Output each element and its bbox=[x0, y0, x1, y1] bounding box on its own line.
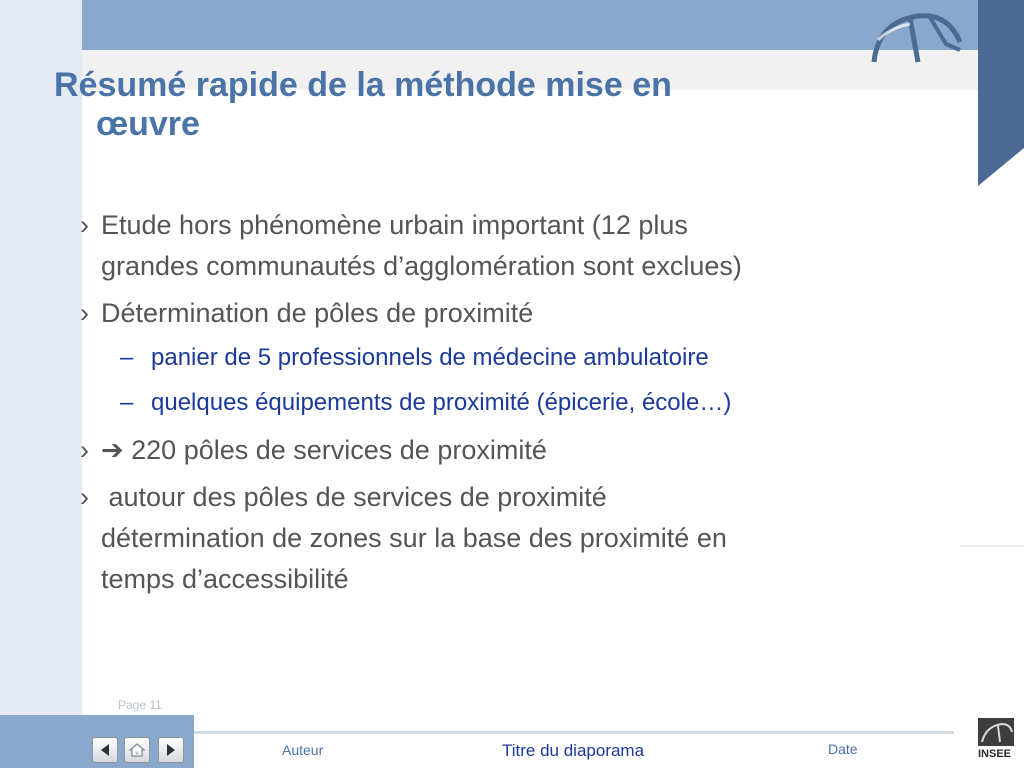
home-button[interactable] bbox=[124, 737, 150, 763]
bullet-marker: › bbox=[80, 482, 89, 512]
sub-bullet-line: quelques équipements de proximité (épicerie, école…) bbox=[151, 389, 732, 416]
bullet-item bbox=[78, 430, 958, 471]
sub-bullet-item bbox=[78, 340, 958, 375]
bullet-line: grandes communautés d’agglomération sont exclues) bbox=[101, 251, 742, 281]
sub-bullet-marker: – bbox=[120, 344, 134, 371]
next-slide-button[interactable] bbox=[158, 737, 184, 763]
bullet-marker: › bbox=[80, 435, 89, 465]
bullet-list bbox=[78, 205, 958, 606]
slide-title bbox=[54, 66, 814, 144]
footer-presentation-title: Titre du diaporama bbox=[502, 741, 645, 760]
page-number: Page 11 bbox=[118, 698, 162, 712]
slide-title-line2: œuvre bbox=[96, 105, 200, 143]
home-icon bbox=[128, 742, 146, 758]
bullet-line: détermination de zones sur la base des proximité en bbox=[101, 523, 727, 553]
right-arrow-icon: ➔ bbox=[101, 435, 124, 465]
bullet-line: temps d’accessibilité bbox=[101, 564, 349, 594]
footer-date: Date bbox=[828, 741, 858, 757]
bullet-line: autour des pôles de services de proximité bbox=[101, 482, 607, 512]
bullet-line: Détermination de pôles de proximité bbox=[101, 298, 534, 328]
bullet-line: 220 pôles de services de proximité bbox=[131, 435, 547, 465]
bullet-line: Etude hors phénomène urbain important (12 plus bbox=[101, 210, 688, 240]
insee-logo-text: INSEE bbox=[978, 748, 1012, 760]
sub-bullet-marker: – bbox=[120, 389, 134, 416]
sub-bullet-item bbox=[78, 385, 958, 420]
bullet-marker: › bbox=[80, 210, 89, 240]
top-decor-band bbox=[82, 0, 978, 50]
bullet-item bbox=[78, 293, 958, 334]
bullet-item bbox=[78, 477, 958, 600]
previous-slide-button[interactable] bbox=[92, 737, 118, 763]
arc-logo-icon bbox=[866, 4, 966, 66]
footer-author: Auteur bbox=[282, 742, 324, 758]
sub-bullet-line: panier de 5 professionnels de médecine ambulatoire bbox=[151, 344, 709, 371]
triangle-left-icon bbox=[99, 743, 111, 757]
right-decor-tab bbox=[978, 0, 1024, 186]
triangle-right-icon bbox=[165, 743, 177, 757]
footer-divider bbox=[194, 731, 954, 734]
bullet-marker: › bbox=[80, 298, 89, 328]
divider bbox=[960, 545, 1024, 547]
bullet-item bbox=[78, 205, 958, 287]
slide-title-line1: Résumé rapide de la méthode mise en bbox=[54, 66, 672, 104]
